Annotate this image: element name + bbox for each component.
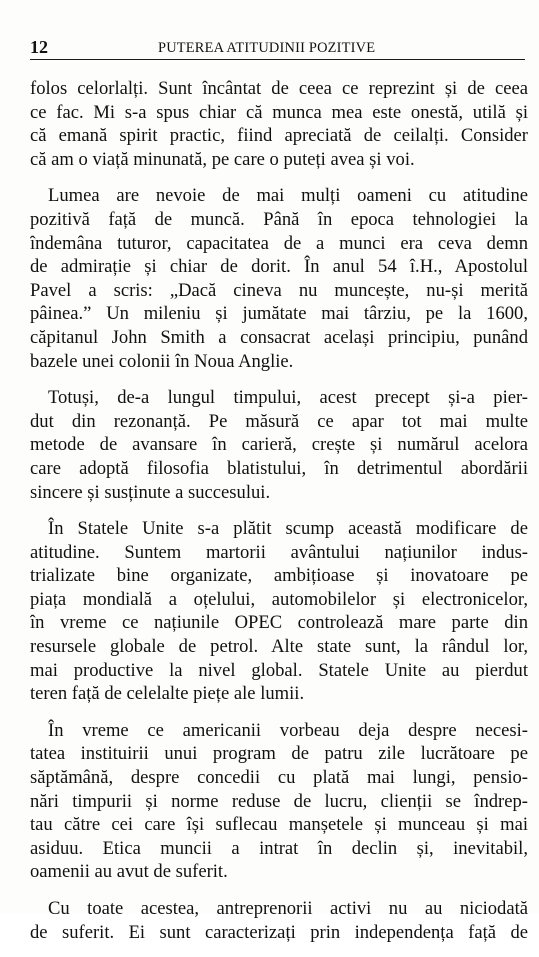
text-line: îndemâna tuturor, capacitatea de a munci era ceva demn	[30, 232, 528, 254]
text-line: că emană spirit practic, fiind apreciată de ceilalți. Consider	[30, 125, 528, 147]
paragraph-5	[30, 719, 528, 884]
text-line: asiduu. Etica muncii a intrat în declin și, inevitabil,	[30, 837, 528, 859]
text-line: mai productive la nivel global. Statele Unite au pierdut	[30, 659, 528, 681]
text-line: dut din rezonanță. Pe măsură ce apar tot mai multe	[30, 410, 528, 432]
paragraph-2	[30, 184, 528, 373]
text-line: pâinea.” Un mileniu și jumătate mai târziu, pe la 1600,	[30, 303, 528, 325]
text-line: În Statele Unite s-a plătit scump această modificare de	[48, 518, 528, 540]
text-line: tau către cei care își suflecau manșetele și munceau și mai	[30, 814, 528, 836]
body-text	[30, 77, 528, 957]
text-line: atitudine. Suntem martorii avântului națiunilor indus-	[30, 541, 528, 563]
paragraph-4	[30, 517, 528, 706]
text-line: de admirație și chiar de dorit. În anul 54 î.H., Apostolul	[30, 256, 528, 278]
running-header	[30, 37, 525, 60]
text-line: tatea instituirii unui program de patru zile lucrătoare pe	[30, 743, 528, 765]
text-line: metode de avansare în carieră, crește și numărul acelora	[30, 434, 528, 456]
text-line: Pavel a scris: „Dacă cineva nu muncește, nu-și merită	[30, 279, 528, 301]
text-line: resursele globale de petrol. Alte state sunt, la rândul lor,	[30, 636, 528, 658]
text-line: săptămână, despre concedii cu plată mai lungi, pensio-	[30, 767, 528, 789]
text-line: trializate bine organizate, ambițioase și inovatoare pe	[30, 565, 528, 587]
text-line: că am o viață minunată, pe care o puteți avea și voi.	[30, 148, 415, 170]
text-line: care adoptă filosofia blatistului, în detrimentul abordării	[30, 457, 528, 479]
text-line: oamenii au avut de suferit.	[30, 861, 228, 883]
text-line: în vreme ce națiunile OPEC controlează mare parte din	[30, 612, 528, 634]
text-line: folos celorlalți. Sunt încântat de ceea ce reprezint și de ceea	[30, 78, 528, 99]
text-line: de suferit. Ei sunt caracterizați prin independența față de	[30, 921, 528, 943]
text-line: În vreme ce americanii vorbeau deja despre necesi-	[48, 719, 528, 741]
text-line: Totuși, de-a lungul timpului, acest precept și-a pier-	[48, 387, 528, 409]
paragraph-3	[30, 386, 528, 504]
text-line: pozitivă față de muncă. Până în epoca tehnologiei la	[30, 208, 528, 230]
paragraph-6	[30, 897, 528, 944]
text-line: sincere și susținute a succesului.	[30, 481, 271, 503]
running-title: PUTEREA ATITUDINII POZITIVE	[158, 40, 376, 56]
text-line: ce fac. Mi s-a spus chiar că munca mea este onestă, utilă și	[30, 101, 528, 123]
text-line: căpitanul John Smith a consacrat același principiu, punând	[30, 326, 528, 348]
text-line: nări timpurii și norme reduse de lucru, clienții se îndrep-	[30, 790, 528, 812]
paragraph-1	[30, 77, 528, 171]
text-line: bazele unei colonii în Noua Anglie.	[30, 350, 294, 372]
text-line: teren față de celelalte piețe ale lumii.	[30, 683, 305, 705]
text-line: piața mondială a oțelului, automobilelor și electronicelor,	[30, 588, 528, 610]
text-line: Lumea are nevoie de mai mulți oameni cu atitudine	[48, 185, 528, 207]
text-line: Cu toate acestea, antreprenorii activi nu au niciodată	[48, 898, 528, 919]
page-number: 12	[30, 37, 48, 57]
